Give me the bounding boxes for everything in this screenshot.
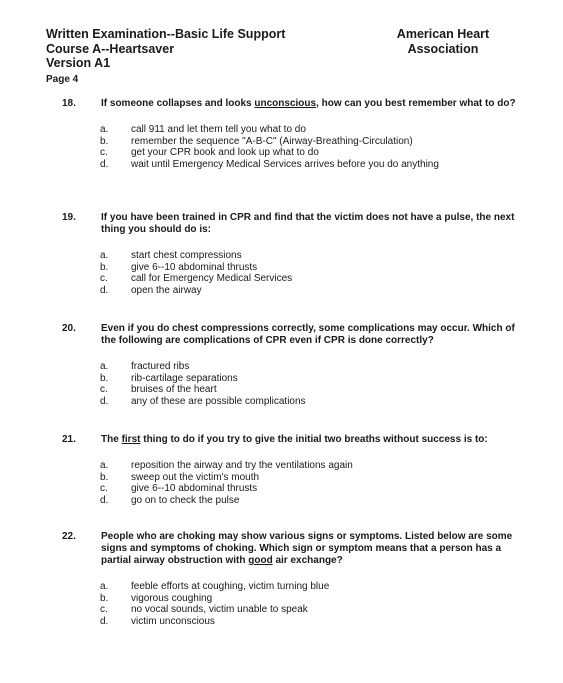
version-label: Version A1 (46, 56, 111, 70)
page-number: Page 4 (46, 73, 79, 85)
document-header (46, 27, 285, 86)
answer-option: c. no vocal sounds, victim unable to speak (100, 604, 308, 615)
answer-option: b. sweep out the victim's mouth (100, 471, 260, 483)
answer-option: a. call 911 and let them tell you what to do (100, 124, 306, 135)
question-19 (62, 212, 532, 296)
question-number: 20. (62, 323, 76, 334)
answer-option: b. rib-cartilage separations (100, 372, 238, 384)
question-stem: If someone collapses and looks unconscious, how can you best remember what to do? (101, 98, 516, 109)
answer-option: c. get your CPR book and look up what to do (100, 147, 319, 158)
answer-option: b. remember the sequence "A-B-C" (Airway-Breathing-Circulation) (100, 135, 413, 147)
course-title: Course A--Heartsaver (46, 41, 175, 56)
exam-title: Written Examination--Basic Life Support (46, 27, 286, 41)
answer-option: d. go on to check the pulse (100, 494, 240, 506)
answer-option: a. reposition the airway and try the ventilations again (100, 460, 353, 471)
answer-options (62, 581, 532, 627)
answer-option: a. fractured ribs (100, 361, 190, 372)
organization-line-1: American Heart (396, 27, 490, 41)
answer-option: d. open the airway (100, 284, 202, 296)
answer-option: a. feeble efforts at coughing, victim turning blue (100, 581, 330, 592)
question-21 (62, 434, 532, 506)
organization-name (380, 27, 506, 57)
answer-option: d. any of these are possible complications (100, 395, 306, 407)
question-18 (62, 98, 532, 170)
answer-option: a. start chest compressions (100, 250, 242, 261)
question-stem: People who are choking may show various signs or symptoms. Listed below are some signs and symptoms of choking. Which sign or symptom means that a person has a partial airway obstruction with good air exchange? (101, 531, 513, 566)
answer-options (62, 124, 532, 170)
question-number: 19. (62, 212, 76, 223)
answer-option: c. call for Emergency Medical Services (100, 273, 293, 284)
organization-line-2: Association (407, 42, 479, 56)
answer-options (62, 250, 532, 296)
question-stem: The first thing to do if you try to give the initial two breaths without success is to: (101, 434, 488, 445)
answer-option: b. give 6--10 abdominal thrusts (100, 261, 258, 273)
question-number: 22. (62, 531, 76, 542)
question-20 (62, 323, 532, 407)
answer-options (62, 361, 532, 407)
answer-option: c. give 6--10 abdominal thrusts (100, 483, 258, 494)
underlined-emphasis: first (121, 434, 141, 445)
underlined-emphasis: unconscious (254, 98, 317, 109)
question-number: 18. (62, 98, 76, 109)
answer-option: d. victim unconscious (100, 615, 215, 627)
question-number: 21. (62, 434, 76, 445)
question-stem: If you have been trained in CPR and find that the victim does not have a pulse, the next thing you should do is: (101, 212, 515, 235)
answer-option: d. wait until Emergency Medical Services arrives before you do anything (100, 158, 439, 170)
answer-option: c. bruises of the heart (100, 384, 217, 395)
answer-option: b. vigorous coughing (100, 592, 213, 604)
underlined-emphasis: good (248, 555, 273, 566)
question-22 (62, 531, 532, 627)
answer-options (62, 460, 532, 506)
question-stem: Even if you do chest compressions correctly, some complications may occur. Which of the following are complications of CPR even if CPR is done correctly? (101, 323, 515, 346)
